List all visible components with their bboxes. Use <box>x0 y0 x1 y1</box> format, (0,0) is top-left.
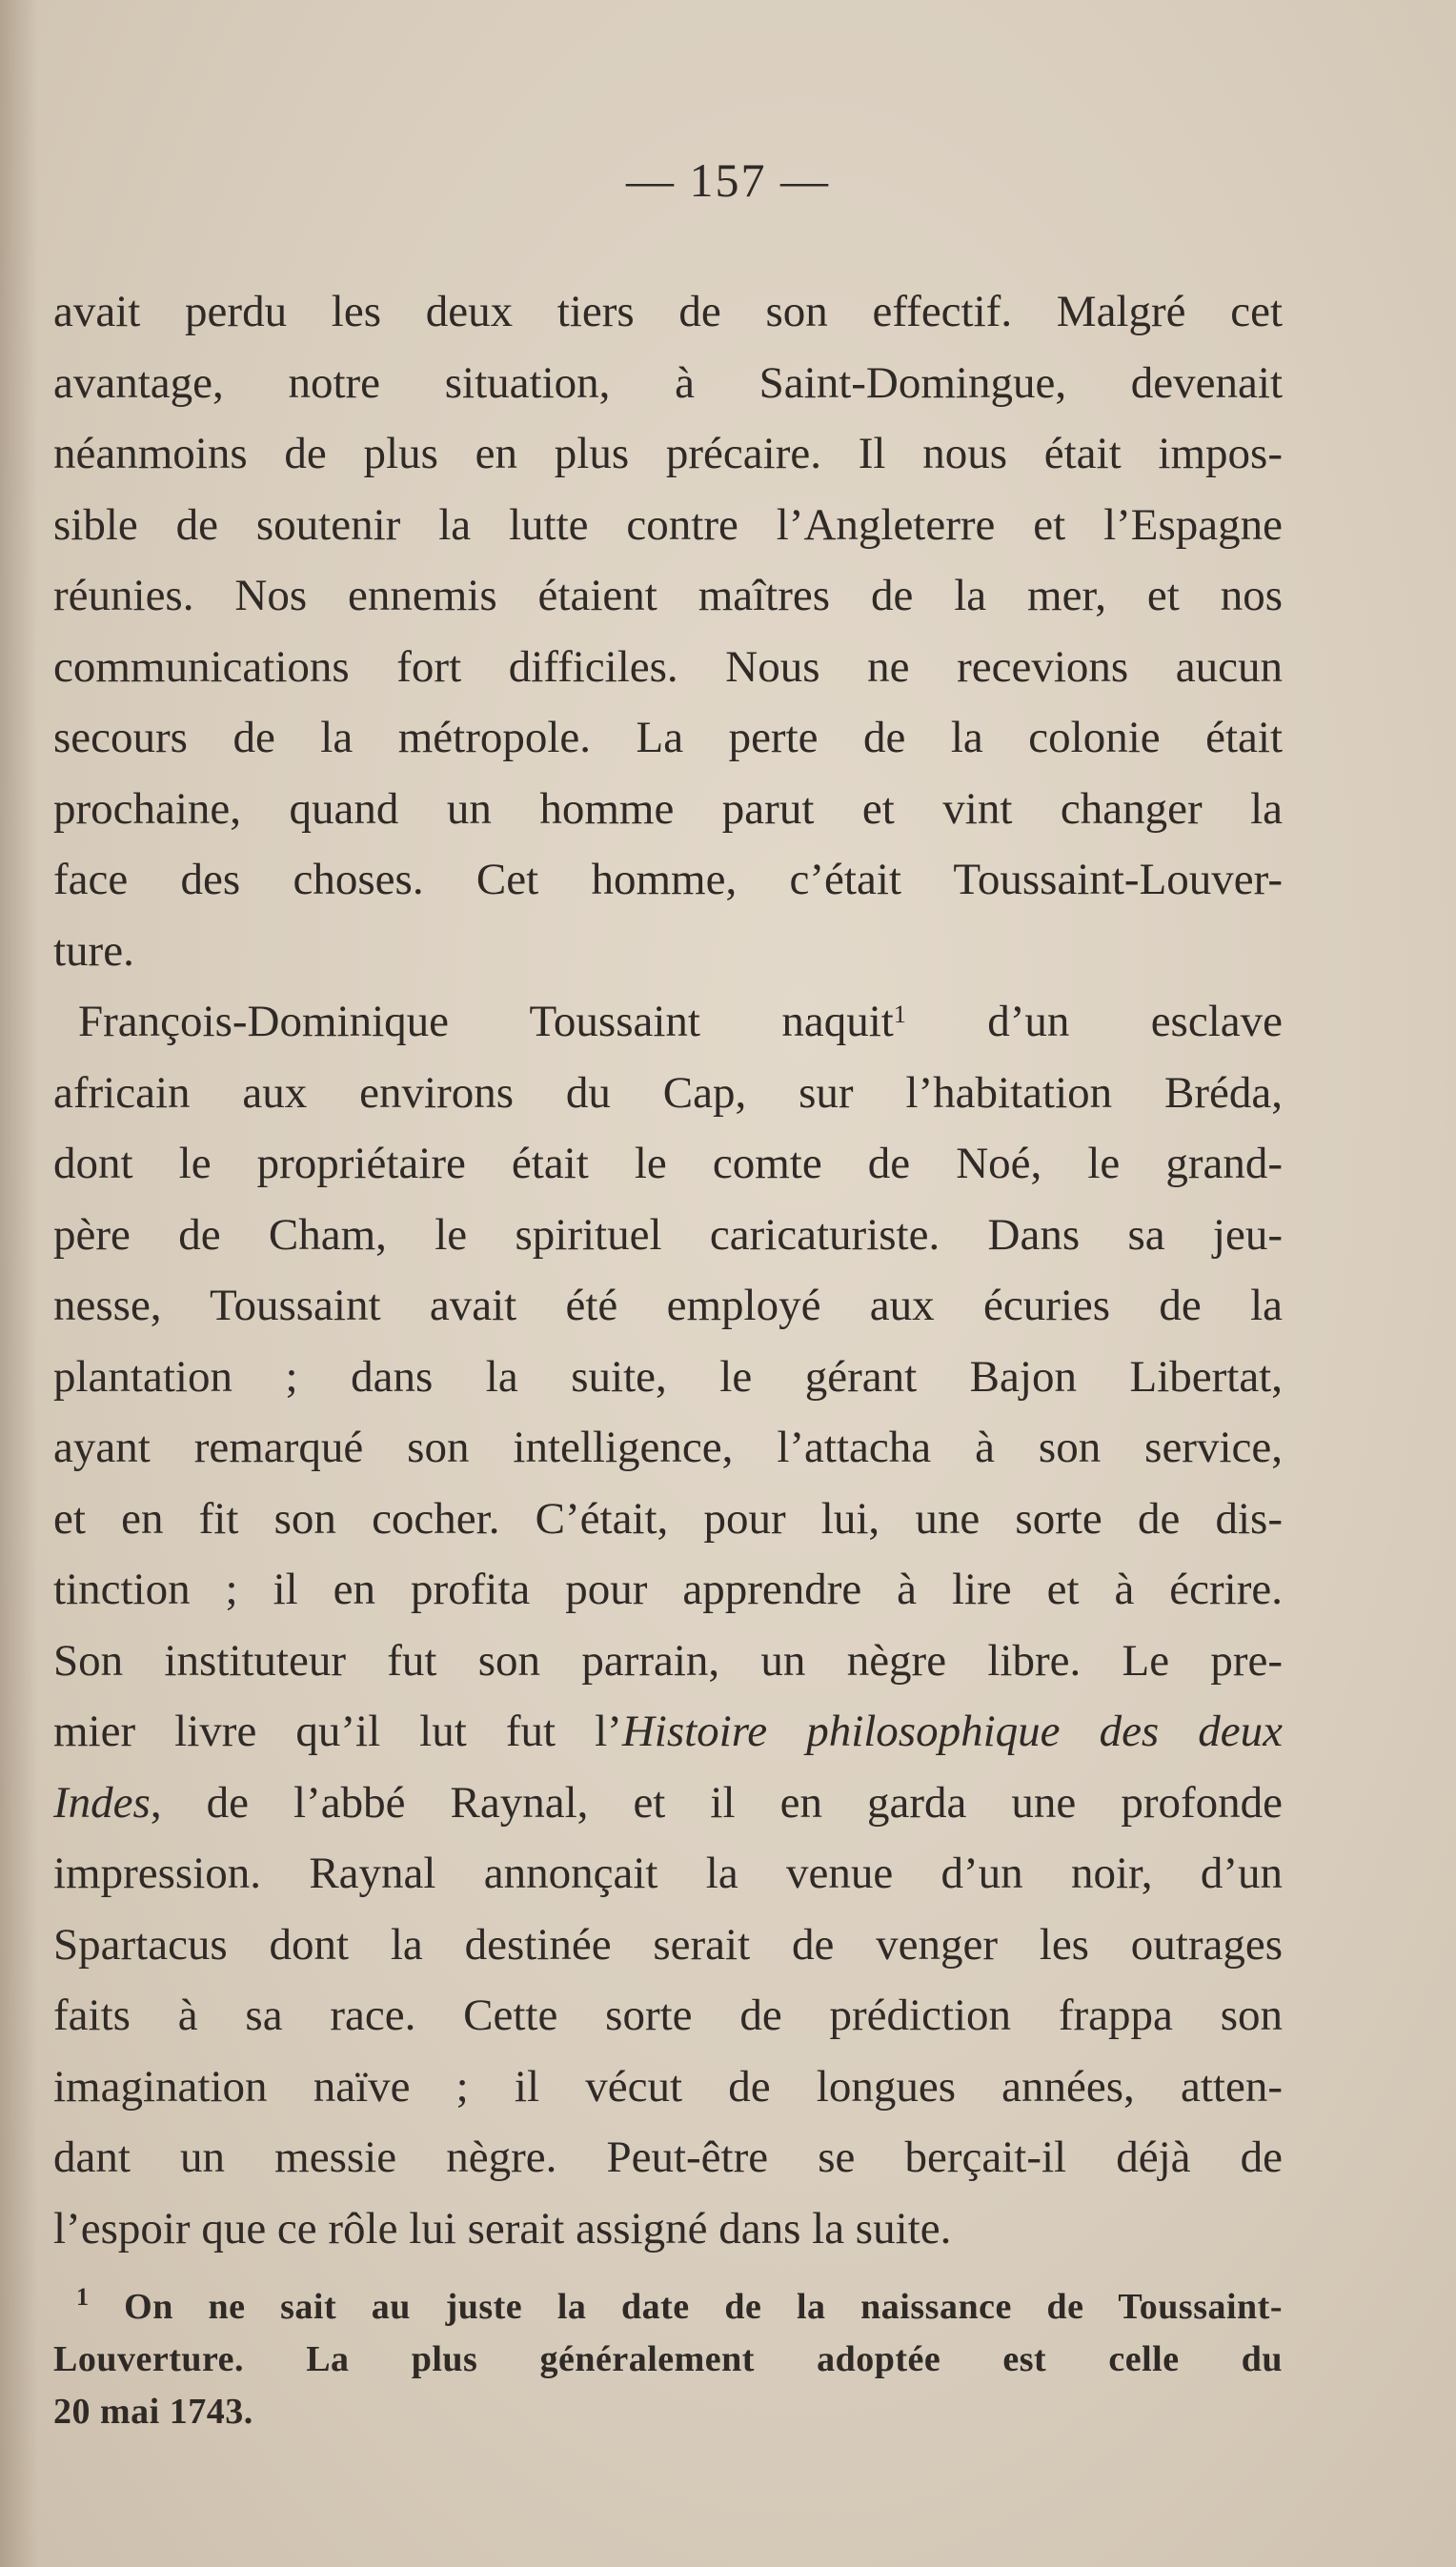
text-line-with-title <box>53 1696 1283 1768</box>
book-title-italic: Indes <box>53 1777 151 1828</box>
text-line: secours de la métropole. La perte de la colonie était <box>53 713 1283 762</box>
footnote-reference: 1 <box>893 1001 906 1028</box>
text-line: nesse, Toussaint avait été employé aux écuries de la <box>53 1281 1283 1330</box>
text-line-with-title <box>53 1768 1283 1839</box>
text-line: face des choses. Cet homme, c’était Toussaint-Louver- <box>53 855 1283 904</box>
book-title-italic: Histoire philosophique des deux <box>621 1707 1283 1756</box>
text-line: tinction ; il en profita pour apprendre à lire et à écrire. <box>53 1565 1283 1614</box>
text-line: Spartacus dont la destinée serait de venger les outrages <box>53 1919 1283 1970</box>
footnote-line <box>53 2281 1283 2334</box>
text-line-with-note <box>53 986 1283 1058</box>
footnote-marker: 1 <box>76 2283 90 2311</box>
footnote-text: On ne sait au juste la date de la naissance de Toussaint- <box>89 2287 1283 2327</box>
page-edge-shadow <box>0 0 38 2567</box>
text-line: faits à sa race. Cette sorte de prédiction frappa son <box>53 1991 1283 2040</box>
text-line: africain aux environs du Cap, sur l’habitation Bréda, <box>53 1067 1283 1118</box>
text-line: plantation ; dans la suite, le gérant Bajon Libertat, <box>53 1351 1283 1402</box>
text-line: communications fort difficiles. Nous ne recevions aucun <box>53 641 1283 692</box>
text-segment: mier livre qu’il lut fut l’ <box>53 1707 622 1756</box>
text-line: prochaine, quand un homme parut et vint changer la <box>53 783 1283 834</box>
text-line: néanmoins de plus en plus précaire. Il nous était impos- <box>53 429 1283 478</box>
text-line: sible de soutenir la lutte contre l’Angleterre et l’Espagne <box>53 499 1283 550</box>
text-line: impression. Raynal annonçait la venue d’un noir, d’un <box>53 1849 1283 1898</box>
text-line: imagination naïve ; il vécut de longues années, atten- <box>53 2061 1283 2112</box>
text-line: dant un messie nègre. Peut-être se berçait-il déjà de <box>53 2132 1283 2182</box>
footnote-line: 20 mai 1743. <box>53 2392 253 2432</box>
footnote <box>53 2281 1283 2438</box>
text-line: père de Cham, le spirituel caricaturiste. Dans sa jeu- <box>53 1209 1283 1260</box>
text-line: ayant remarqué son intelligence, l’attacha à son service, <box>53 1423 1283 1472</box>
text-line: dont le propriétaire était le comte de Noé, le grand- <box>53 1139 1283 1188</box>
body-text <box>53 276 1283 2264</box>
footnote-line: Louverture. La plus généralement adoptée est celle du <box>53 2339 1283 2379</box>
text-line: avait perdu les deux tiers de son effectif. Malgré cet <box>53 287 1283 336</box>
text-line: ture. <box>53 925 134 976</box>
text-line: Son instituteur fut son parrain, un nègre libre. Le pre- <box>53 1635 1283 1686</box>
page-number: — 157 — <box>626 153 830 207</box>
text-segment: François-Dominique Toussaint naquit <box>78 997 894 1046</box>
text-line: l’espoir que ce rôle lui serait assigné dans la suite. <box>53 2203 952 2254</box>
text-segment: , de l’abbé Raynal, et il en garda une profonde <box>150 1777 1283 1828</box>
text-line: et en fit son cocher. C’était, pour lui, une sorte de dis- <box>53 1493 1283 1544</box>
text-segment: d’un esclave <box>905 997 1283 1046</box>
text-line: avantage, notre situation, à Saint-Domingue, devenait <box>53 357 1283 408</box>
text-line: réunies. Nos ennemis étaient maîtres de la mer, et nos <box>53 571 1283 620</box>
